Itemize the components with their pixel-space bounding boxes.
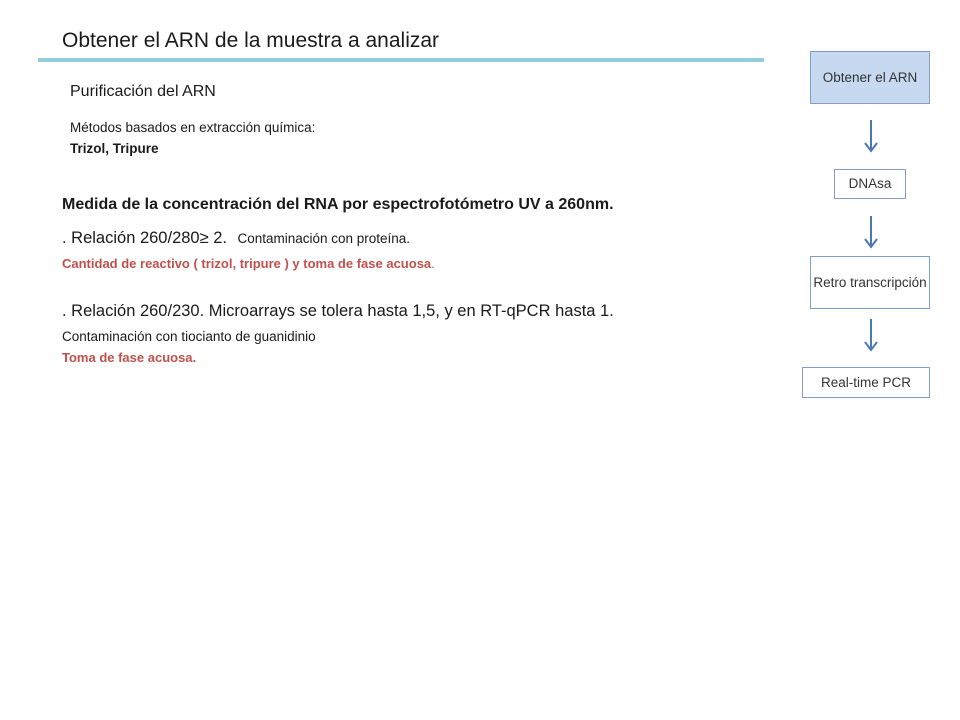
- title-underline: [38, 58, 764, 62]
- ratio-260-230-text: . Relación 260/230. Microarrays se tolera hasta 1,5, y en RT-qPCR hasta 1.: [62, 302, 614, 320]
- flow-step-dnase: DNAsa: [834, 169, 906, 199]
- ratio-260-230-remedy: Toma de fase acuosa.: [62, 350, 197, 365]
- measurement-heading: Medida de la concentración del RNA por espectrofotómetro UV a 260nm.: [62, 196, 614, 213]
- down-arrow-icon: [860, 215, 882, 249]
- down-arrow-icon: [860, 119, 882, 153]
- flow-step-obtain-rna: Obtener el ARN: [810, 51, 930, 104]
- ratio-260-280-remedy-dot: .: [431, 256, 435, 271]
- flow-step-realtime-pcr: Real-time PCR: [802, 367, 930, 398]
- ratio-260-280-text: . Relación 260/280≥ 2.: [62, 229, 227, 247]
- methods-reagents: Trizol, Tripure: [70, 141, 159, 156]
- section-subtitle: Purificación del ARN: [70, 83, 216, 100]
- ratio-260-280-line: [62, 229, 410, 248]
- flow-step-reverse-transcription: Retro transcripción: [810, 256, 930, 309]
- down-arrow-icon: [860, 318, 882, 352]
- ratio-260-280-remedy: [62, 256, 435, 271]
- methods-text: Métodos basados en extracción química:: [70, 120, 316, 135]
- ratio-260-280-note: Contaminación con proteína.: [237, 231, 411, 246]
- ratio-260-280-remedy-text: Cantidad de reactivo ( trizol, tripure ) y toma de fase acuosa: [62, 256, 432, 271]
- page-title: Obtener el ARN de la muestra a analizar: [62, 29, 440, 52]
- ratio-260-230-note: Contaminación con tiocianto de guanidinio: [62, 329, 316, 344]
